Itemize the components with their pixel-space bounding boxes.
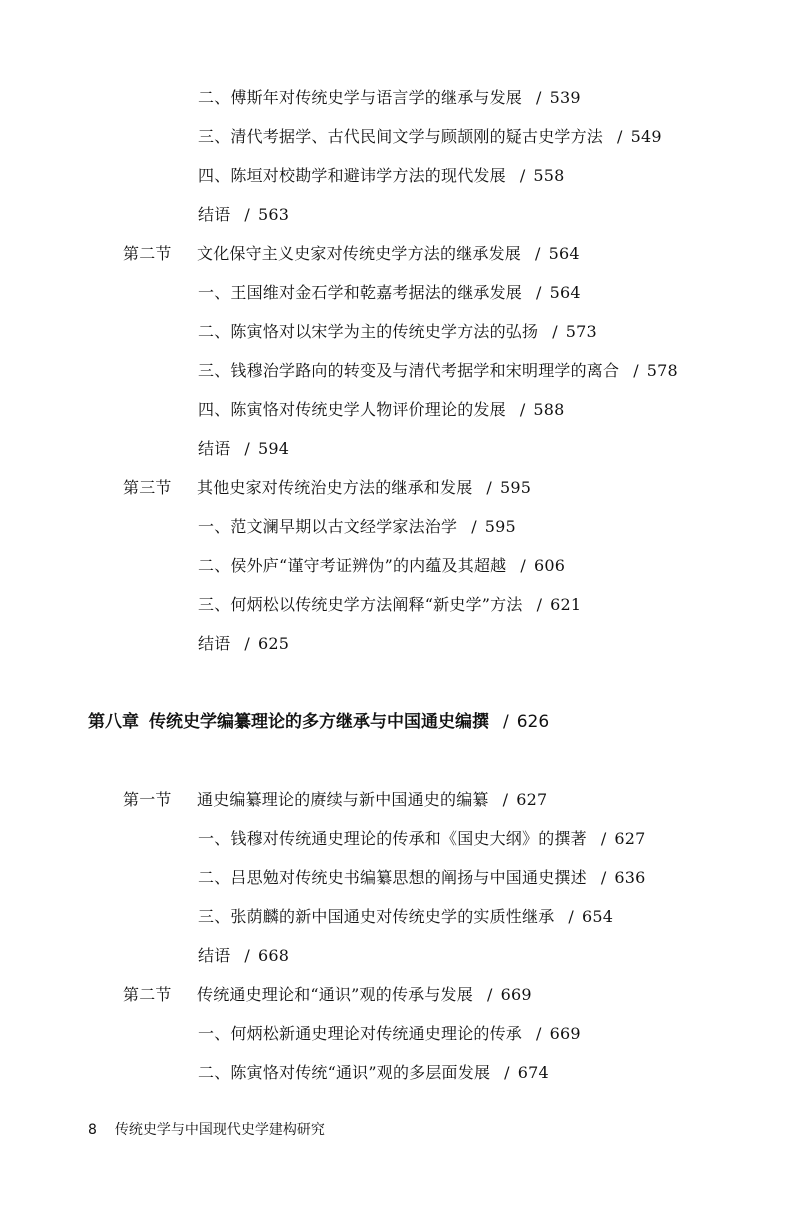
entry-page: / 636 <box>600 868 646 887</box>
entry-title: 通史编纂理论的赓续与新中国通史的编纂 <box>197 790 489 809</box>
entry-title: 四、陈垣对校勘学和避讳学方法的现代发展 <box>198 166 506 185</box>
entry-page: / 564 <box>536 283 581 302</box>
entry-page: / 573 <box>552 322 597 341</box>
toc-subentry[interactable] <box>198 634 289 654</box>
entry-title: 三、何炳松以传统史学方法阐释“新史学”方法 <box>198 595 523 614</box>
entry-title: 三、清代考据学、古代民间文学与顾颉刚的疑古史学方法 <box>198 127 604 146</box>
page-footer <box>88 1121 325 1139</box>
chapter-title: 传统史学编纂理论的多方继承与中国通史编撰 <box>149 712 489 732</box>
entry-title: 一、钱穆对传统通史理论的传承和《国史大纲》的撰著 <box>198 829 587 848</box>
section-label: 第三节 <box>123 478 172 497</box>
entry-page: / 588 <box>519 400 565 419</box>
toc-subentry[interactable] <box>198 127 662 147</box>
chapter-heading[interactable] <box>88 711 549 733</box>
entry-title: 文化保守主义史家对传统史学方法的继承发展 <box>197 244 522 263</box>
entry-page: / 625 <box>244 634 290 653</box>
entry-title: 二、傅斯年对传统史学与语言学的继承与发展 <box>198 88 523 107</box>
entry-page: / 549 <box>617 127 662 146</box>
entry-page: / 606 <box>520 556 566 575</box>
toc-section-entry[interactable] <box>123 244 580 264</box>
entry-title: 一、范文澜早期以古文经学家法治学 <box>198 517 458 536</box>
toc-subentry[interactable] <box>198 205 289 225</box>
entry-title: 一、何炳松新通史理论对传统通史理论的传承 <box>198 1024 523 1043</box>
entry-title: 二、吕思勉对传统史书编纂思想的阐扬与中国通史撰述 <box>198 868 587 887</box>
footer-page-number: 8 <box>88 1122 97 1138</box>
entry-title: 结语 <box>198 205 231 224</box>
entry-title: 结语 <box>198 634 231 653</box>
toc-subentry[interactable] <box>198 322 597 342</box>
entry-title: 三、张荫麟的新中国通史对传统史学的实质性继承 <box>198 907 555 926</box>
toc-section-entry[interactable] <box>123 790 547 810</box>
entry-page: / 558 <box>519 166 565 185</box>
entry-title: 一、王国维对金石学和乾嘉考据法的继承发展 <box>198 283 523 302</box>
entry-page: / 539 <box>536 88 581 107</box>
toc-subentry[interactable] <box>198 88 581 108</box>
entry-title: 结语 <box>198 946 231 965</box>
toc-subentry[interactable] <box>198 595 581 615</box>
entry-page: / 654 <box>568 907 614 926</box>
toc-subentry[interactable] <box>198 1063 549 1083</box>
entry-title: 结语 <box>198 439 231 458</box>
entry-title: 传统通史理论和“通识”观的传承与发展 <box>197 985 473 1004</box>
entry-page: / 595 <box>471 517 516 536</box>
toc-subentry[interactable] <box>198 439 289 459</box>
entry-title: 其他史家对传统治史方法的继承和发展 <box>197 478 473 497</box>
section-label: 第一节 <box>123 790 172 809</box>
toc-section-entry[interactable] <box>123 478 531 498</box>
toc-section-entry[interactable] <box>123 985 532 1005</box>
footer-book-title: 传统史学与中国现代史学建构研究 <box>114 1122 325 1138</box>
entry-page: / 578 <box>633 361 678 380</box>
toc-subentry[interactable] <box>198 829 646 849</box>
entry-title: 三、钱穆治学路向的转变及与清代考据学和宋明理学的离合 <box>198 361 620 380</box>
toc-subentry[interactable] <box>198 400 565 420</box>
toc-subentry[interactable] <box>198 1024 581 1044</box>
entry-title: 二、陈寅恪对传统“通识”观的多层面发展 <box>198 1063 491 1082</box>
entry-title: 四、陈寅恪对传统史学人物评价理论的发展 <box>198 400 506 419</box>
entry-page: / 674 <box>504 1063 549 1082</box>
toc-subentry[interactable] <box>198 946 289 966</box>
entry-page: / 669 <box>486 985 532 1004</box>
entry-title: 二、陈寅恪对以宋学为主的传统史学方法的弘扬 <box>198 322 539 341</box>
section-label: 第二节 <box>123 244 172 263</box>
toc-subentry[interactable] <box>198 166 565 186</box>
entry-page: / 627 <box>502 790 548 809</box>
toc-subentry[interactable] <box>198 283 581 303</box>
toc-subentry[interactable] <box>198 907 613 927</box>
entry-page: / 563 <box>244 205 290 224</box>
entry-page: / 595 <box>486 478 532 497</box>
toc-subentry[interactable] <box>198 868 646 888</box>
entry-page: / 669 <box>536 1024 581 1043</box>
section-label: 第二节 <box>123 985 172 1004</box>
toc-subentry[interactable] <box>198 517 516 537</box>
entry-page: / 627 <box>600 829 646 848</box>
toc-subentry[interactable] <box>198 361 678 381</box>
chapter-label: 第八章 <box>88 712 139 732</box>
toc-subentry[interactable] <box>198 556 565 576</box>
entry-page: / 594 <box>244 439 290 458</box>
entry-title: 二、侯外庐“谨守考证辨伪”的内蕴及其超越 <box>198 556 507 575</box>
entry-page: / 564 <box>535 244 580 263</box>
chapter-page: / 626 <box>503 712 550 732</box>
entry-page: / 668 <box>244 946 290 965</box>
entry-page: / 621 <box>536 595 582 614</box>
